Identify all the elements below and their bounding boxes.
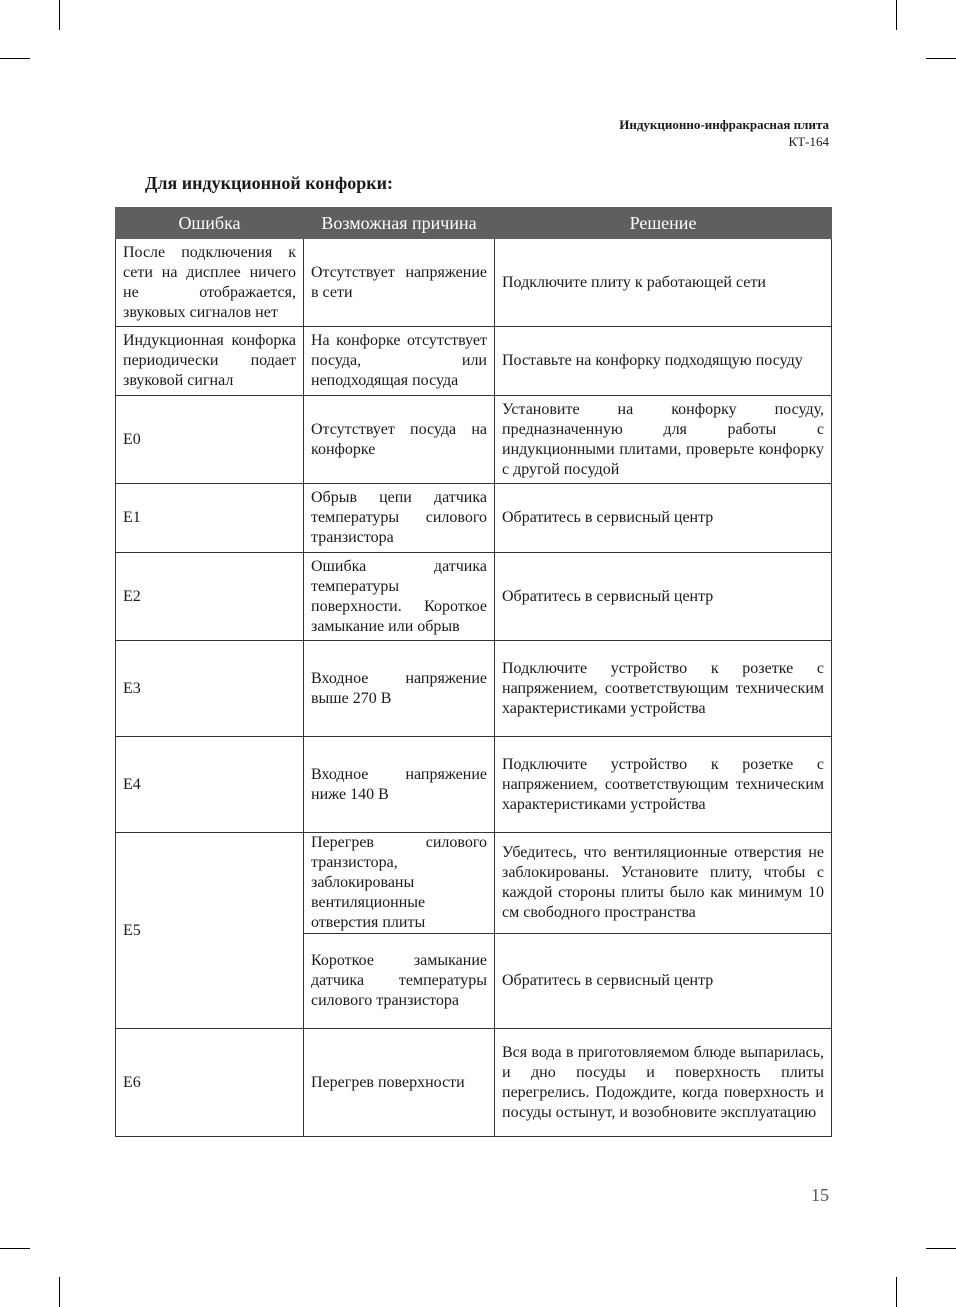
solution-cell: Убедитесь, что вентиляционные отверстия не заблокированы. Установите плиту, чтобы с каждой стороны плиты было как минимум 10 см свободного пространства	[495, 833, 832, 934]
table-row	[116, 553, 832, 641]
solution-cell: Подключите устройство к розетке с напряжением, соответствующим техническим характеристиками устройства	[495, 641, 832, 737]
cause-cell: Перегрев силового транзистора, заблокированы вентиляционные отверстия плиты	[304, 833, 495, 934]
cause-cell: Короткое замыкание датчика температуры силового транзистора	[304, 934, 495, 1029]
column-header-cause: Возможная причина	[304, 208, 495, 239]
crop-mark	[896, 1277, 897, 1307]
solution-cell: Поставьте на конфорку подходящую посуду	[495, 327, 832, 396]
error-code-cell: E1	[116, 484, 304, 553]
table-row	[116, 737, 832, 833]
error-code-cell: E3	[116, 641, 304, 737]
troubleshooting-table	[115, 207, 832, 1137]
table-row	[116, 641, 832, 737]
crop-mark	[59, 1277, 60, 1307]
crop-mark	[926, 1248, 956, 1249]
table-row	[116, 484, 832, 553]
table-row	[116, 396, 832, 484]
page-number: 15	[811, 1185, 829, 1205]
solution-cell: Установите на конфорку посуду, предназначенную для работы с индукционными плитами, проверьте конфорку с другой посудой	[495, 396, 832, 484]
cause-cell: Ошибка датчика температуры поверхности. Короткое замыкание или обрыв	[304, 553, 495, 641]
section-title: Для индукционной конфорки:	[145, 173, 394, 193]
table-header-row	[116, 208, 832, 239]
running-header	[619, 116, 829, 150]
cause-cell: Входное напряжение ниже 140 В	[304, 737, 495, 833]
table-row	[116, 327, 832, 396]
crop-mark	[926, 58, 956, 59]
error-cell: После подключения к сети на дисплее ничего не отображается, звуковых сигналов нет	[116, 239, 304, 327]
cause-cell: Отсутствует напряжение в сети	[304, 239, 495, 327]
error-code-cell: E0	[116, 396, 304, 484]
error-code-cell: E5	[116, 833, 304, 1029]
product-title: Индукционно-инфракрасная плита	[619, 117, 829, 132]
cause-cell: На конфорке отсутствует посуда, или неподходящая посуда	[304, 327, 495, 396]
error-code-cell: E6	[116, 1029, 304, 1137]
crop-mark	[0, 1248, 30, 1249]
crop-mark	[896, 0, 897, 30]
cause-cell: Входное напряжение выше 270 В	[304, 641, 495, 737]
solution-cell: Обратитесь в сервисный центр	[495, 553, 832, 641]
solution-cell: Подключите плиту к работающей сети	[495, 239, 832, 327]
cause-cell: Отсутствует посуда на конфорке	[304, 396, 495, 484]
model-number: КТ-164	[788, 134, 829, 149]
table-row	[116, 833, 832, 934]
solution-cell: Подключите устройство к розетке с напряжением, соответствующим техническим характеристиками устройства	[495, 737, 832, 833]
crop-mark	[59, 0, 60, 30]
cause-cell: Обрыв цепи датчика температуры силового транзистора	[304, 484, 495, 553]
solution-cell: Обратитесь в сервисный центр	[495, 934, 832, 1029]
table-row	[116, 1029, 832, 1137]
error-code-cell: E4	[116, 737, 304, 833]
crop-mark	[0, 58, 30, 59]
column-header-error: Ошибка	[116, 208, 304, 239]
table-row	[116, 239, 832, 327]
column-header-solution: Решение	[495, 208, 832, 239]
error-cell: Индукционная конфорка периодически подает звуковой сигнал	[116, 327, 304, 396]
solution-cell: Вся вода в приготовляемом блюде выпарилась, и дно посуды и поверхность плиты перегрелись. Подождите, когда поверхность и посуды остынут, и возобновите эксплуатацию	[495, 1029, 832, 1137]
cause-cell: Перегрев поверхности	[304, 1029, 495, 1137]
solution-cell: Обратитесь в сервисный центр	[495, 484, 832, 553]
error-code-cell: E2	[116, 553, 304, 641]
